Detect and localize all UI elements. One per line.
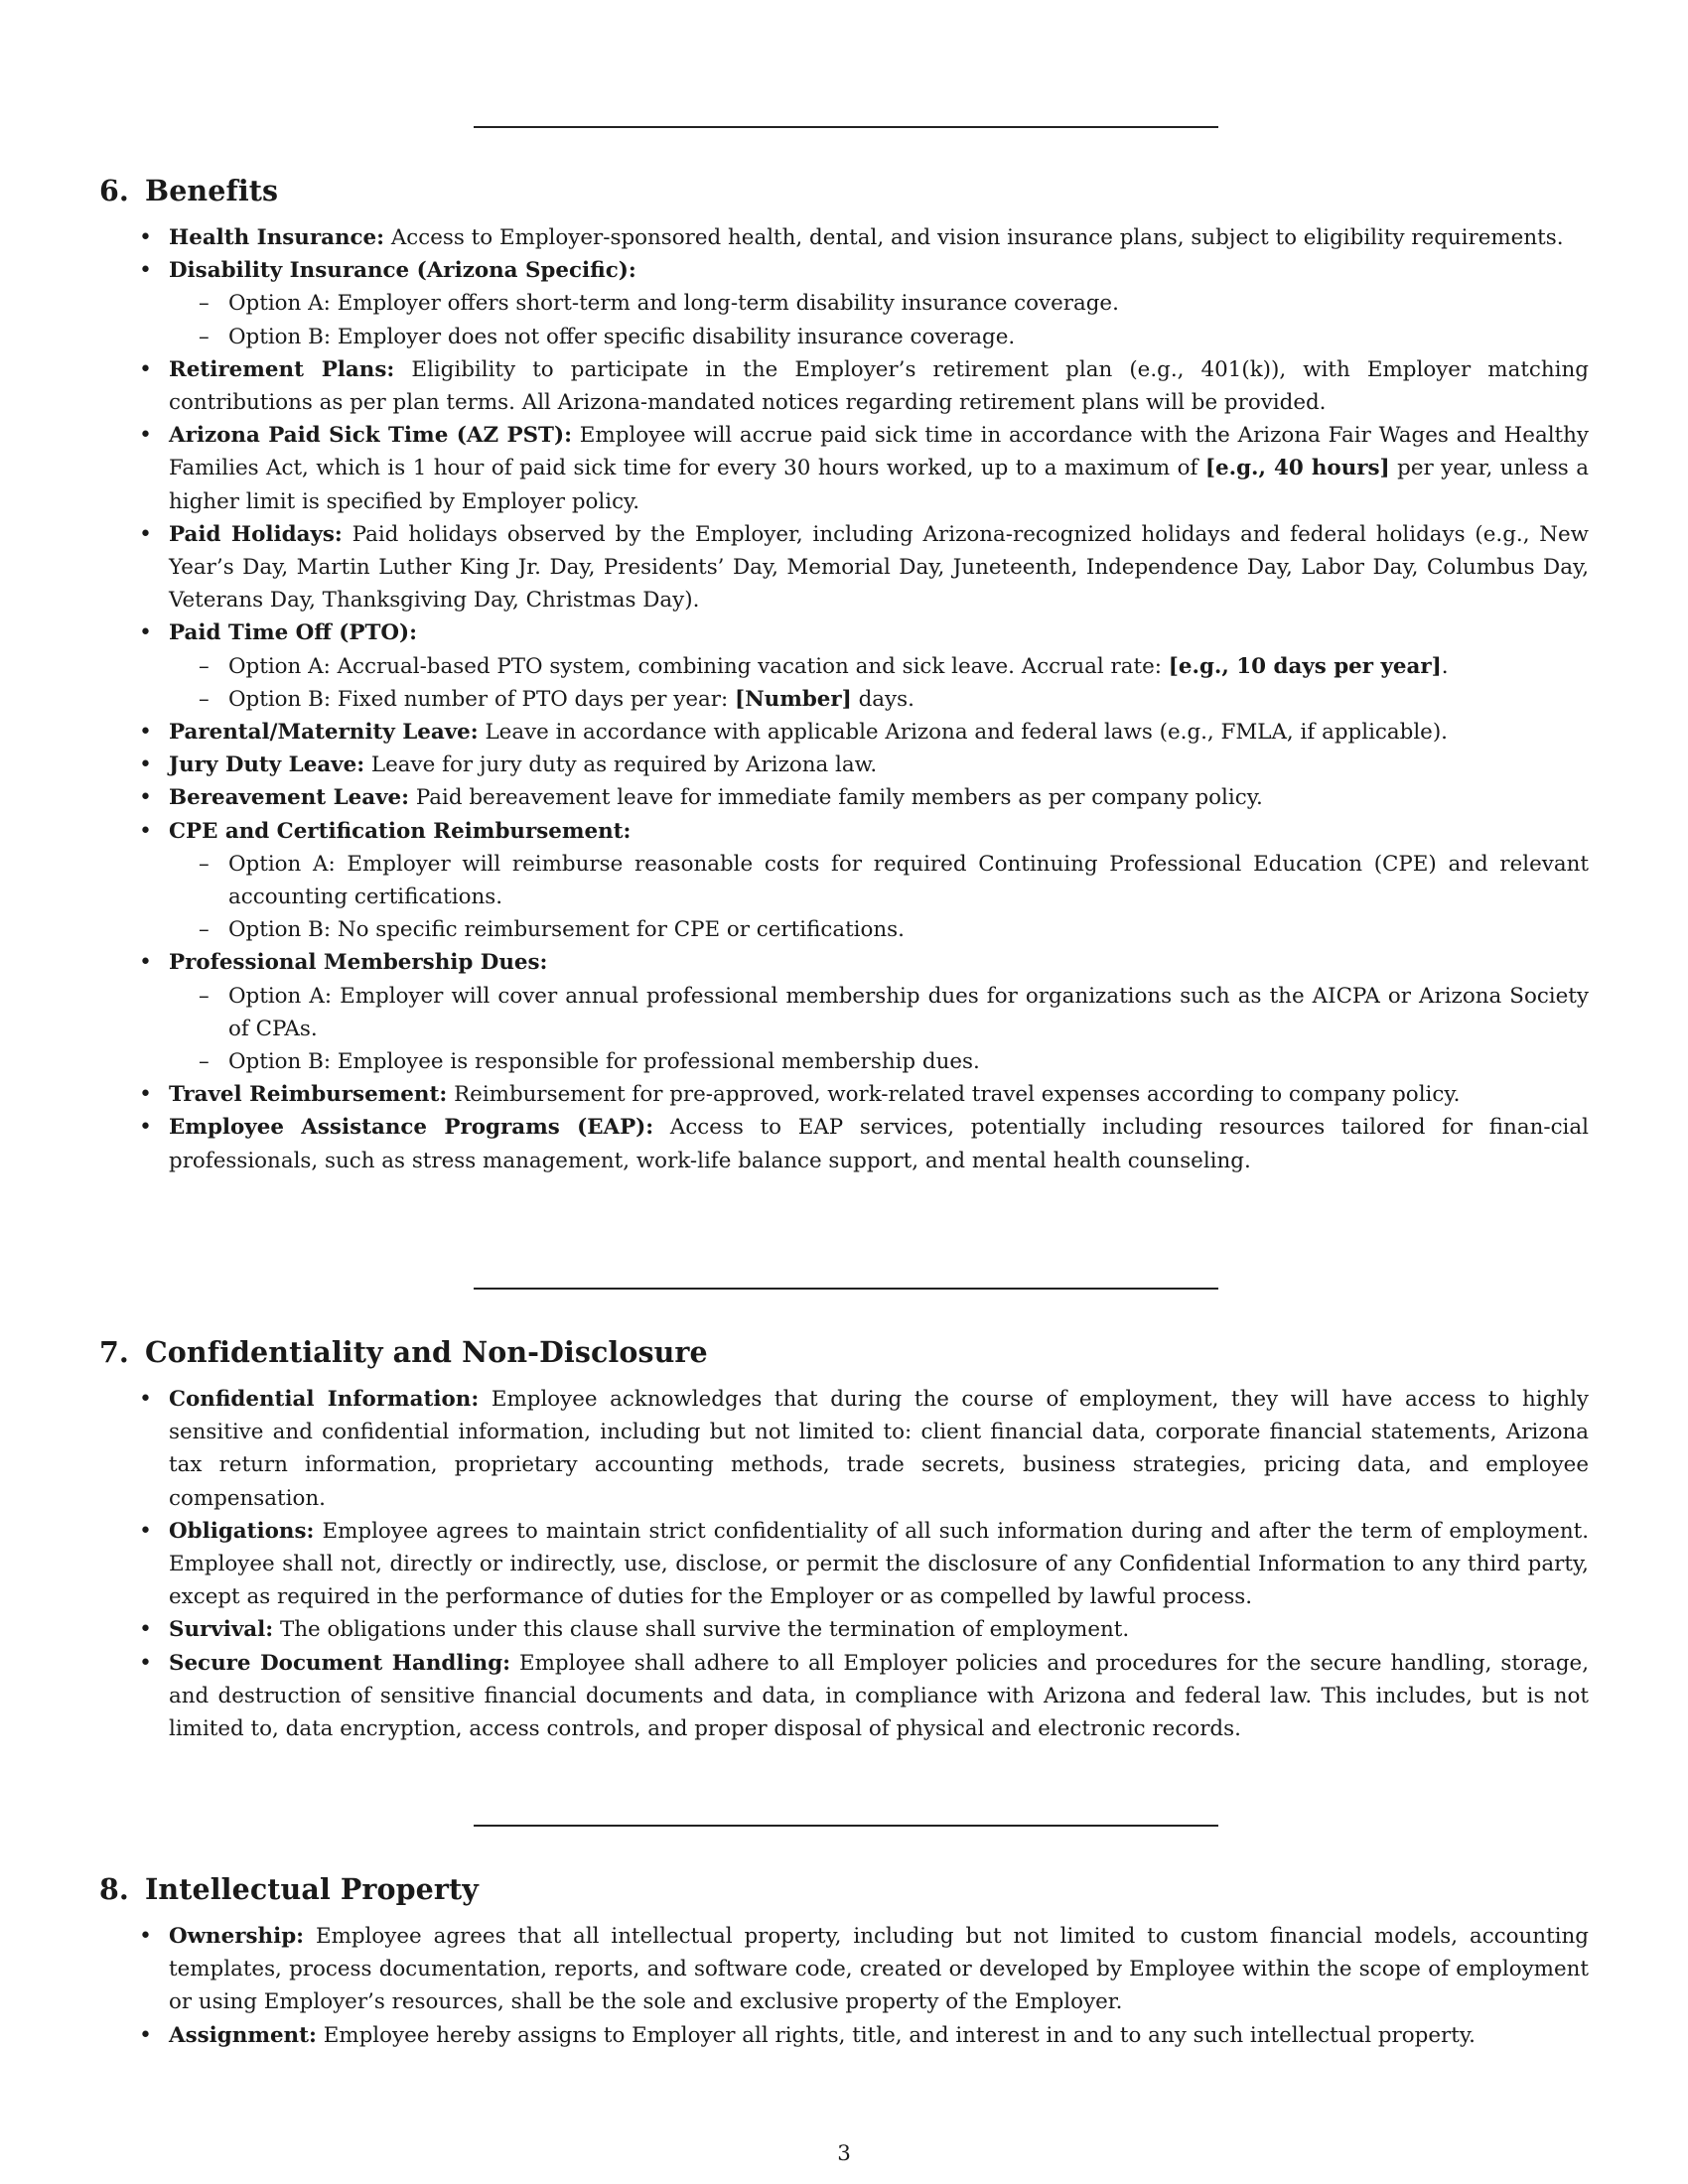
sub-item [169, 650, 1589, 683]
item-label: Professional Membership Dues: [169, 950, 548, 976]
sub-item-text: Option B: Fixed number of PTO days per year: [228, 686, 735, 712]
sub-item-text-after: days. [851, 686, 914, 712]
sub-item: – Option B: No specific reimbursement for CPE or certifications. [169, 913, 1589, 946]
sub-item-bold: [Number] [734, 686, 852, 712]
list-item [99, 616, 1589, 716]
list-item [99, 716, 1589, 749]
sub-item: – Option A: Employer will reimburse reasonable costs for required Continuing Professional Education (CPE) and relevant accounting certifications. [169, 848, 1589, 913]
section-divider [474, 1825, 1218, 1827]
sub-item-text-after: . [1441, 653, 1449, 679]
sub-item [169, 683, 1589, 716]
list-item [99, 1647, 1589, 1746]
list-item [99, 1920, 1589, 2019]
benefits-list [99, 221, 1589, 1177]
item-label: Parental/Maternity Leave: [169, 720, 479, 746]
item-label: CPE and Certification Reimbursement: [169, 818, 632, 844]
sub-list [169, 848, 1589, 947]
sub-list [169, 287, 1589, 352]
sub-item-text: Option A: Accrual-based PTO system, combining vacation and sick leave. Accrual rate: [228, 653, 1169, 679]
section-number: 6. [99, 174, 129, 207]
page-number: 3 [837, 2141, 851, 2166]
section-intellectual-property [99, 1869, 1589, 2052]
list-item [99, 749, 1589, 781]
item-label: Survival: [169, 1617, 274, 1643]
intellectual-property-list [99, 1920, 1589, 2052]
list-item [99, 518, 1589, 617]
item-label: Travel Reimbursement: [169, 1082, 448, 1108]
list-item [99, 353, 1589, 419]
item-bold-inline: [e.g., 40 hours] [1204, 456, 1390, 481]
item-label: Secure Document Handling: [169, 1650, 511, 1676]
list-item [99, 781, 1589, 814]
section-heading [99, 171, 1589, 210]
item-text: Employee agrees that all intellectual property, including but not limited to custom financial models, accounting templates, process documentation, reports, and software code, created or developed by Employee within the scope of employment or using Employer’s resources, shall be the sole and exclusive property of the Employer. [169, 1924, 1589, 2015]
list-item [99, 815, 1589, 947]
item-label: Health Insurance: [169, 225, 385, 250]
item-text: Employee hereby assigns to Employer all rights, title, and interest in and to any such intellectual property. [316, 2022, 1476, 2048]
item-label: Paid Time Off (PTO): [169, 620, 418, 646]
sub-item: – Option A: Employer will cover annual professional membership dues for organizations such as the AICPA or Arizona Society of CPAs. [169, 980, 1589, 1045]
list-item [99, 1515, 1589, 1614]
list-item [99, 1383, 1589, 1515]
list-item [99, 2019, 1589, 2052]
section-divider [474, 1288, 1218, 1290]
item-text: Leave in accordance with applicable Arizona and federal laws (e.g., FMLA, if applicable). [478, 720, 1448, 746]
item-text: Leave for jury duty as required by Arizona law. [364, 752, 878, 778]
sub-list [169, 650, 1589, 716]
section-benefits [99, 171, 1589, 1177]
item-label: Bereavement Leave: [169, 785, 410, 811]
section-title: Intellectual Property [145, 1872, 479, 1906]
item-label: Disability Insurance (Arizona Specific): [169, 258, 636, 284]
item-text-after: per year, unless a higher limit is specified by Employer policy. [169, 456, 1589, 514]
section-confidentiality [99, 1332, 1589, 1745]
sub-item-bold: [e.g., 10 days per year] [1168, 653, 1442, 679]
item-label: Paid Holidays: [169, 521, 343, 547]
item-text: Employee agrees to maintain strict confidentiality of all such information during and after the term of employment. Employee shall not, directly or indirectly, use, disclose, or permit the disclosure of any Confidential Information to any third party, except as required in the performance of duties for the Employer or as compelled by lawful process. [169, 1518, 1589, 1610]
section-number: 7. [99, 1335, 129, 1369]
item-text: Employee will accrue paid sick time in accordance with the Arizona Fair Wages and Healthy Families Act, which is 1 hour of paid sick time for every 30 hours worked, up to a maximum of [169, 423, 1590, 481]
item-label: Retirement Plans: [169, 356, 395, 382]
item-text: Paid bereavement leave for immediate family members as per company policy. [409, 785, 1263, 811]
item-text: Employee shall adhere to all Employer policies and procedures for the secure handling, storage, and destruction of sensitive financial documents and data, in compliance with Arizona and federal law. This includes, but is not limited to, data encryption, access controls, and proper disposal of physical and electronic records. [169, 1650, 1589, 1742]
item-text: Paid holidays observed by the Employer, including Arizona-recognized holidays and federal holidays (e.g., New Year’s Day, Martin Luther King Jr. Day, Presidents’ Day, Memorial Day, Juneteenth, Independence Day, Labor Day, Columbus Day, Veterans Day, Thanksgiving Day, Christmas Day). [169, 521, 1589, 614]
sub-item: – Option A: Employer offers short-term and long-term disability insurance coverage. [169, 287, 1589, 320]
item-label: Ownership: [169, 1924, 305, 1949]
item-label: Obligations: [169, 1518, 315, 1544]
section-heading [99, 1869, 1589, 1909]
item-text: Employee acknowledges that during the course of employment, they will have access to highly sensitive and confidential information, including but not limited to: client financial data, corporate financial statements, Arizona tax return information, proprietary accounting methods, trade secrets, business strategies, pricing data, and employee compensation. [169, 1387, 1590, 1511]
item-text: Eligibility to participate in the Employer’s retirement plan (e.g., 401(k)), with Employer matching contributions as per plan terms. All Arizona-mandated notices regarding retirement plans will be provided. [169, 356, 1589, 416]
section-title: Confidentiality and Non-Disclosure [145, 1335, 708, 1369]
list-item [99, 1613, 1589, 1646]
confidentiality-list [99, 1383, 1589, 1745]
item-text: Reimbursement for pre-approved, work-related travel expenses according to company policy. [447, 1082, 1461, 1108]
item-text: Access to EAP services, potentially including resources tailored for finan-cial professionals, such as stress management, work-life balance support, and mental health counseling. [169, 1115, 1589, 1173]
list-item [99, 946, 1589, 1078]
section-heading [99, 1332, 1589, 1372]
sub-item: – Option B: Employee is responsible for professional membership dues. [169, 1045, 1589, 1078]
list-item [99, 1078, 1589, 1111]
item-text: Access to Employer-sponsored health, dental, and vision insurance plans, subject to eligibility requirements. [384, 225, 1564, 250]
item-label: Employee Assistance Programs (EAP): [169, 1115, 654, 1141]
section-divider [474, 126, 1218, 128]
item-label: Arizona Paid Sick Time (AZ PST): [169, 423, 572, 449]
section-title: Benefits [145, 174, 279, 207]
list-item [99, 419, 1589, 518]
sub-item: – Option B: Employer does not offer specific disability insurance coverage. [169, 321, 1589, 353]
item-label: Confidential Information: [169, 1387, 480, 1412]
item-text: The obligations under this clause shall survive the termination of employment. [273, 1617, 1130, 1643]
section-number: 8. [99, 1872, 129, 1906]
item-label: Assignment: [169, 2022, 317, 2048]
item-label: Jury Duty Leave: [169, 752, 365, 778]
list-item [99, 254, 1589, 353]
list-item [99, 221, 1589, 254]
list-item [99, 1111, 1589, 1176]
sub-list [169, 980, 1589, 1079]
